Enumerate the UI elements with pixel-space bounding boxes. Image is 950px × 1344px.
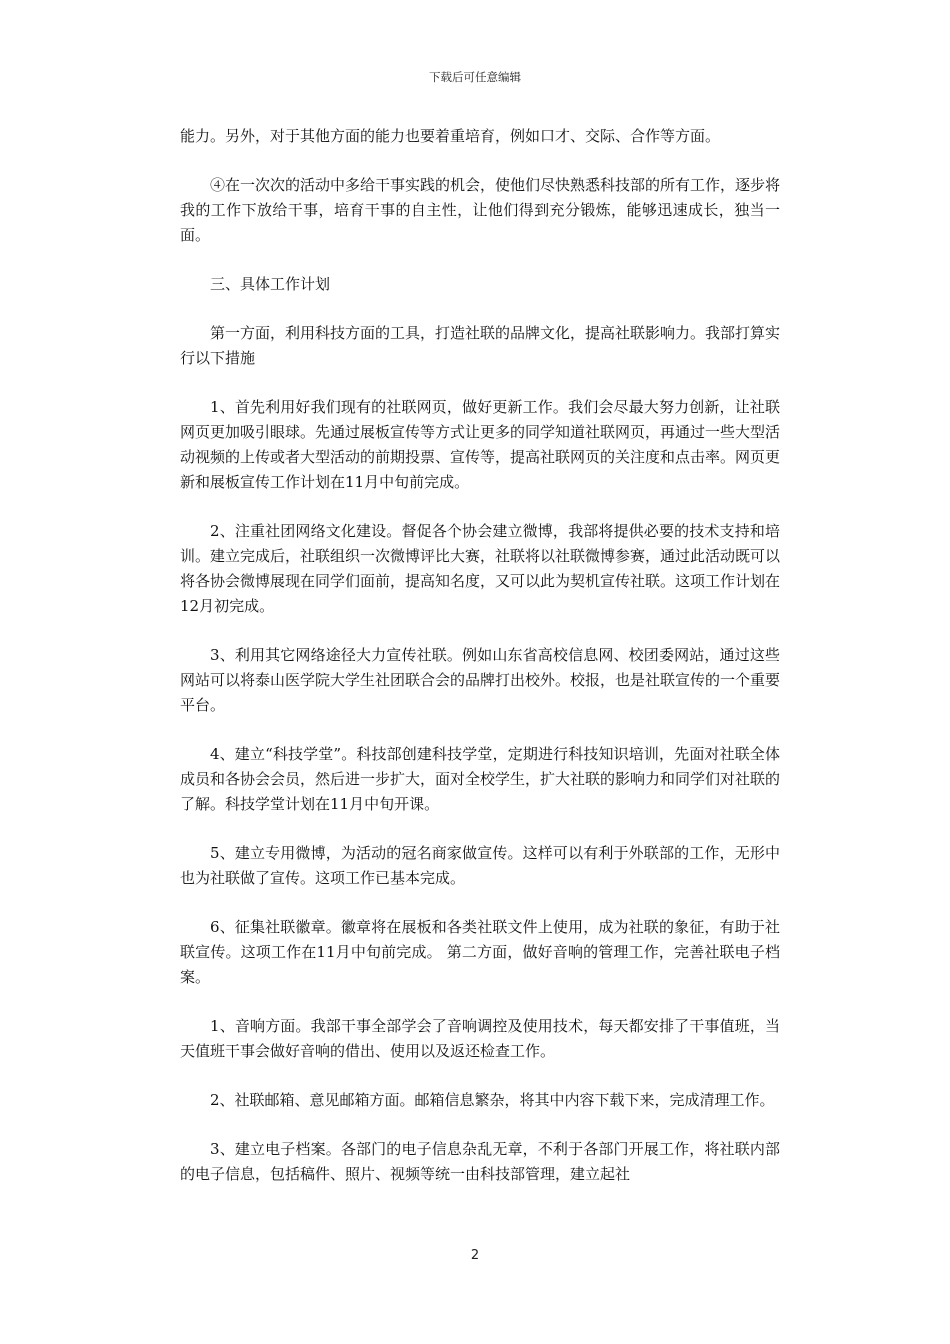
paragraph: 第一方面，利用科技方面的工具，打造社联的品牌文化，提高社联影响力。我部打算实行以下措施 (180, 324, 781, 367)
page-header: 下载后可任意编辑 (429, 70, 521, 84)
paragraph: ④在一次次的活动中多给干事实践的机会，使他们尽快熟悉科技部的所有工作，逐步将我的工作下放给干事，培育干事的自主性，让他们得到充分锻炼，能够迅速成长，独当一面。 (180, 176, 781, 244)
paragraph: 2、注重社团网络文化建设。督促各个协会建立微博，我部将提供必要的技术支持和培训。建立完成后，社联组织一次微博评比大赛，社联将以社联微博参赛，通过此活动既可以将各协会微博展现在同学们面前，提高知名度，又可以此为契机宣传社联。这项工作计划在12月初完成。 (180, 522, 781, 615)
paragraph: 6、征集社联徽章。徽章将在展板和各类社联文件上使用，成为社联的象征，有助于社联宣传。这项工作在11月中旬前完成。 第二方面，做好音响的管理工作，完善社联电子档案。 (180, 918, 780, 986)
paragraph: 三、具体工作计划 (210, 275, 331, 293)
paragraph: 5、建立专用微博，为活动的冠名商家做宣传。这样可以有利于外联部的工作，无形中也为社联做了宣传。这项工作已基本完成。 (180, 844, 780, 887)
paragraph: 2、社联邮箱、意见邮箱方面。邮箱信息繁杂，将其中内容下载下来，完成清理工作。 (210, 1091, 775, 1109)
paragraph: 1、音响方面。我部干事全部学会了音响调控及使用技术，每天都安排了干事值班，当天值班干事会做好音响的借出、使用以及返还检查工作。 (180, 1017, 780, 1060)
paragraph: 1、首先利用好我们现有的社联网页，做好更新工作。我们会尽最大努力创新，让社联网页更加吸引眼球。先通过展板宣传等方式让更多的同学知道社联网页，再通过一些大型活动视频的上传或者大型活动的前期投票、宣传等，提高社联网页的关注度和点击率。网页更新和展板宣传工作计划在11月中旬前完成。 (180, 398, 781, 491)
paragraph: 3、建立电子档案。各部门的电子信息杂乱无章，不利于各部门开展工作，将社联内部的电子信息，包括稿件、照片、视频等统一由科技部管理，建立起社 (180, 1140, 780, 1183)
page-number: 2 (470, 1248, 480, 1263)
paragraph: 3、利用其它网络途径大力宣传社联。例如山东省高校信息网、校团委网站，通过这些网站可以将泰山医学院大学生社团联合会的品牌打出校外。校报，也是社联宣传的一个重要平台。 (180, 646, 781, 714)
document-body (180, 124, 780, 1211)
paragraph: 能力。另外，对于其他方面的能力也要着重培育，例如口才、交际、合作等方面。 (180, 127, 721, 145)
paragraph: 4、建立“科技学堂”。科技部创建科技学堂，定期进行科技知识培训，先面对社联全体成员和各协会会员，然后进一步扩大，面对全校学生，扩大社联的影响力和同学们对社联的了解。科技学堂计划在11月中旬开课。 (180, 745, 781, 813)
